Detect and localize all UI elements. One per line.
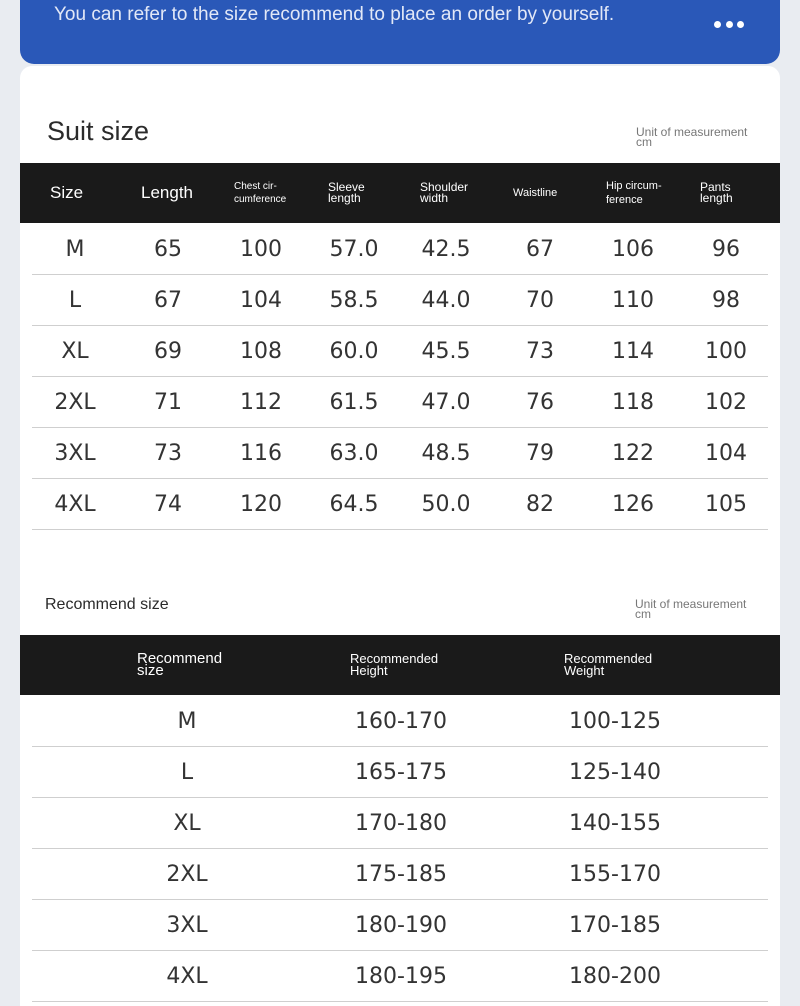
hip-cell: 110: [612, 287, 654, 313]
sleeve-cell: 60.0: [329, 338, 379, 364]
length-cell: 69: [154, 338, 182, 364]
recommend-height-cell: 165-175: [355, 759, 447, 785]
header-hip: Hip circum-ference: [606, 180, 662, 206]
recommend-size-title: Recommend size: [45, 596, 169, 613]
table-row: [32, 951, 768, 1002]
hip-cell: 122: [612, 440, 654, 466]
pants-cell: 98: [712, 287, 740, 313]
suit-table-body: [32, 224, 768, 530]
recommend-table-header: [20, 635, 780, 695]
table-row: [32, 798, 768, 849]
hip-cell: 114: [612, 338, 654, 364]
shoulder-cell: 48.5: [421, 440, 471, 466]
sleeve-cell: 61.5: [329, 389, 379, 415]
table-row: [32, 479, 768, 530]
recommend-height-cell: 160-170: [355, 708, 447, 734]
header-chest: Chest cir-cumference: [234, 181, 287, 205]
table-row: [32, 224, 768, 275]
pants-cell: 96: [712, 236, 740, 262]
recommend-weight-cell: 180-200: [569, 963, 661, 989]
table-row: [32, 428, 768, 479]
pants-cell: 105: [705, 491, 747, 517]
chest-cell: 104: [240, 287, 282, 313]
header-sleeve: Sleeve length: [328, 180, 365, 205]
header-recommend-size: Recommend size: [137, 650, 223, 679]
shoulder-cell: 47.0: [421, 389, 471, 415]
recommend-height-cell: 180-195: [355, 963, 447, 989]
pants-cell: 100: [705, 338, 747, 364]
header-shoulder: Shoulder width: [420, 180, 469, 205]
length-cell: 67: [154, 287, 182, 313]
recommend-size-cell: XL: [173, 810, 201, 836]
hip-cell: 106: [612, 236, 654, 262]
header-recommend-weight: Recommended Weight: [564, 651, 653, 678]
recommend-size-cell: M: [177, 708, 197, 734]
recommend-size-cell: 2XL: [166, 861, 208, 887]
recommend-size-cell: 4XL: [166, 963, 208, 989]
size-cell: L: [68, 287, 82, 313]
table-row: [32, 696, 768, 747]
shoulder-cell: 42.5: [421, 236, 471, 262]
length-cell: 71: [154, 389, 182, 415]
size-cell: XL: [61, 338, 89, 364]
header-length: Length: [141, 183, 193, 202]
recommend-height-cell: 170-180: [355, 810, 447, 836]
size-chart-card: [20, 66, 780, 1006]
waistline-cell: 82: [526, 491, 554, 517]
sleeve-cell: 58.5: [329, 287, 379, 313]
chest-cell: 112: [240, 389, 282, 415]
recommend-weight-cell: 140-155: [569, 810, 661, 836]
recommend-size-cell: 3XL: [166, 912, 208, 938]
hip-cell: 118: [612, 389, 654, 415]
table-row: [32, 275, 768, 326]
recommend-height-cell: 175-185: [355, 861, 447, 887]
waistline-cell: 76: [526, 389, 554, 415]
table-row: [32, 849, 768, 900]
chest-cell: 108: [240, 338, 282, 364]
shoulder-cell: 50.0: [421, 491, 471, 517]
size-cell: M: [65, 236, 85, 262]
waistline-cell: 79: [526, 440, 554, 466]
recommend-weight-cell: 170-185: [569, 912, 661, 938]
shoulder-cell: 45.5: [421, 338, 471, 364]
table-row: [32, 900, 768, 951]
sleeve-cell: 57.0: [329, 236, 379, 262]
waistline-cell: 70: [526, 287, 554, 313]
size-cell: 3XL: [54, 440, 96, 466]
table-row: [32, 747, 768, 798]
table-row: [32, 377, 768, 428]
recommend-weight-cell: 100-125: [569, 708, 661, 734]
suit-unit-label: Unit of measurement cm: [636, 125, 748, 149]
sleeve-cell: 64.5: [329, 491, 379, 517]
size-cell: 4XL: [54, 491, 96, 517]
header-waistline: Waistline: [513, 187, 558, 199]
hip-cell: 126: [612, 491, 654, 517]
recommend-weight-cell: 155-170: [569, 861, 661, 887]
recommend-height-cell: 180-190: [355, 912, 447, 938]
table-row: [32, 326, 768, 377]
recommend-size-cell: L: [180, 759, 194, 785]
sleeve-cell: 63.0: [329, 440, 379, 466]
pants-cell: 104: [705, 440, 747, 466]
size-cell: 2XL: [54, 389, 96, 415]
chest-cell: 100: [240, 236, 282, 262]
suit-size-title: Suit size: [47, 116, 150, 146]
chest-cell: 120: [240, 491, 282, 517]
header-recommend-height: Recommended Height: [350, 651, 439, 678]
waistline-cell: 73: [526, 338, 554, 364]
top-banner: [20, 0, 780, 64]
header-pants: Pants length: [700, 180, 733, 205]
length-cell: 73: [154, 440, 182, 466]
chest-cell: 116: [240, 440, 282, 466]
length-cell: 74: [154, 491, 182, 517]
length-cell: 65: [154, 236, 182, 262]
pants-cell: 102: [705, 389, 747, 415]
header-size: Size: [50, 183, 84, 202]
shoulder-cell: 44.0: [421, 287, 471, 313]
suit-table-header: [20, 163, 780, 223]
recommend-unit-label: Unit of measurement cm: [635, 597, 747, 621]
more-horizontal-icon[interactable]: [714, 16, 744, 32]
waistline-cell: 67: [526, 236, 554, 262]
recommend-table-body: [32, 696, 768, 1002]
recommend-weight-cell: 125-140: [569, 759, 661, 785]
banner-text: You can refer to the size recommend to place an order by yourself.: [54, 4, 615, 25]
